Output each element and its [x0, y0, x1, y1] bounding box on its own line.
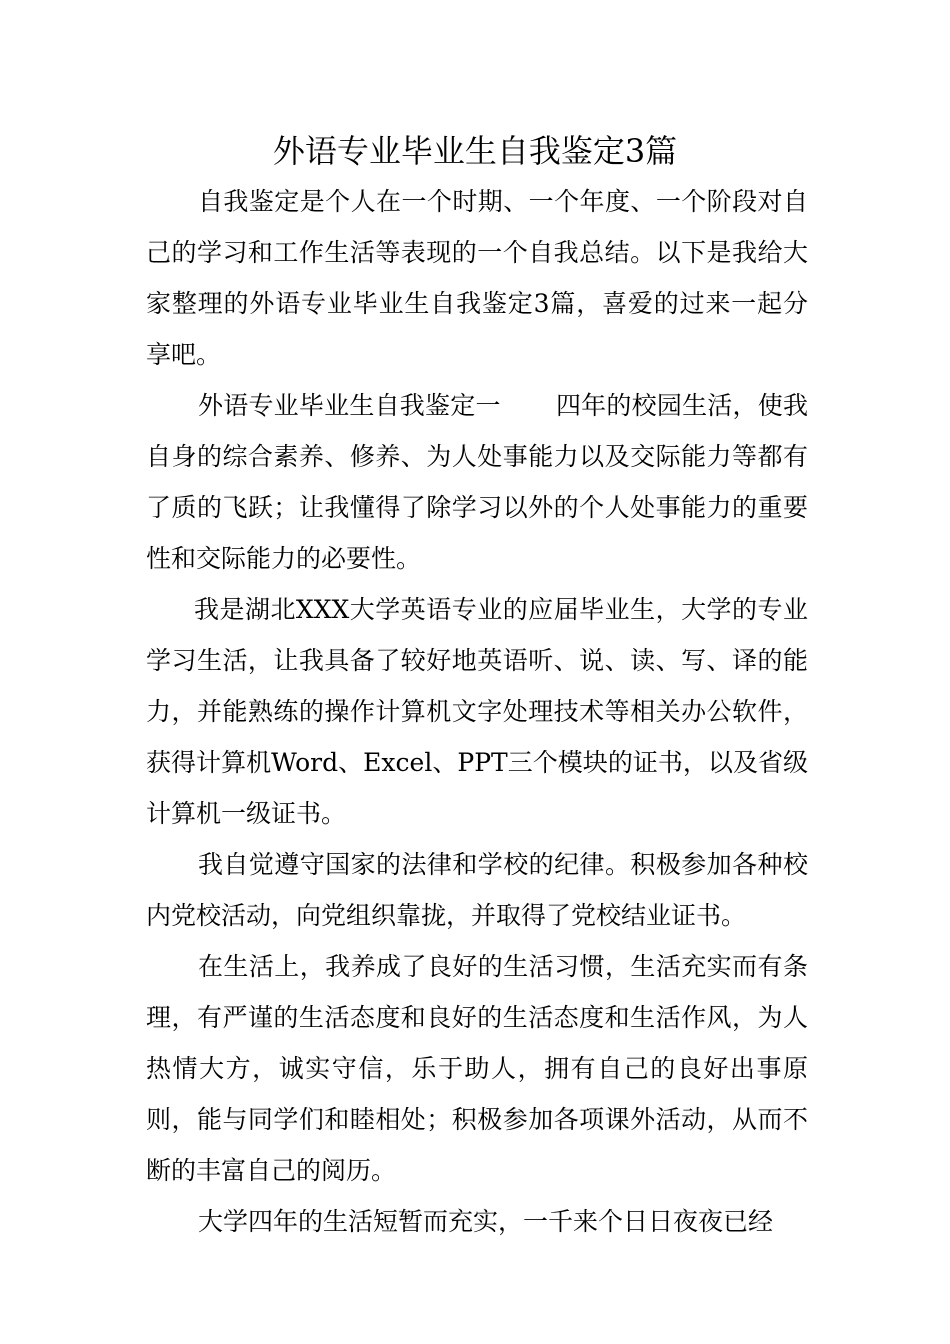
body-paragraph-life: 在生活上，我养成了良好的生活习惯，生活充实而有条理，有严谨的生活态度和良好的生活态度和生活作风，为人热情大方，诚实守信，乐于助人，拥有自己的良好出事原则，能与同学们和睦相处；积极参加各项课外活动，从而不断的丰富自己的阅历。 [146, 952, 808, 1185]
section-one-paragraph [146, 380, 808, 584]
section-one-heading: 外语专业毕业生自我鉴定一 [198, 391, 501, 420]
document-title: 外语专业毕业生自我鉴定3篇 [272, 132, 678, 170]
section-one-text: 四年的校园生活，使我自身的综合素养、修养、为人处事能力以及交际能力等都有了质的飞跃；让我懂得了除学习以外的个人处事能力的重要性和交际能力的必要性。 [146, 391, 808, 573]
body-paragraph-discipline: 我自觉遵守国家的法律和学校的纪律。积极参加各种校内党校活动，向党组织靠拢，并取得了党校结业证书。 [146, 850, 808, 930]
document-body [146, 176, 808, 1247]
body-paragraph-skills: 我是湖北XXX大学英语专业的应届毕业生，大学的专业学习生活，让我具备了较好地英语听、说、读、写、译的能力，并能熟练的操作计算机文字处理技术等相关办公软件，获得计算机Word、Excel、PPT三个模块的证书，以及省级计算机一级证书。 [146, 595, 808, 828]
intro-paragraph: 自我鉴定是个人在一个时期、一个年度、一个阶段对自己的学习和工作生活等表现的一个自我总结。以下是我给大家整理的外语专业毕业生自我鉴定3篇，喜爱的过来一起分享吧。 [146, 187, 808, 369]
body-paragraph-closing: 大学四年的生活短暂而充实，一千来个日日夜夜已经 [198, 1207, 774, 1236]
